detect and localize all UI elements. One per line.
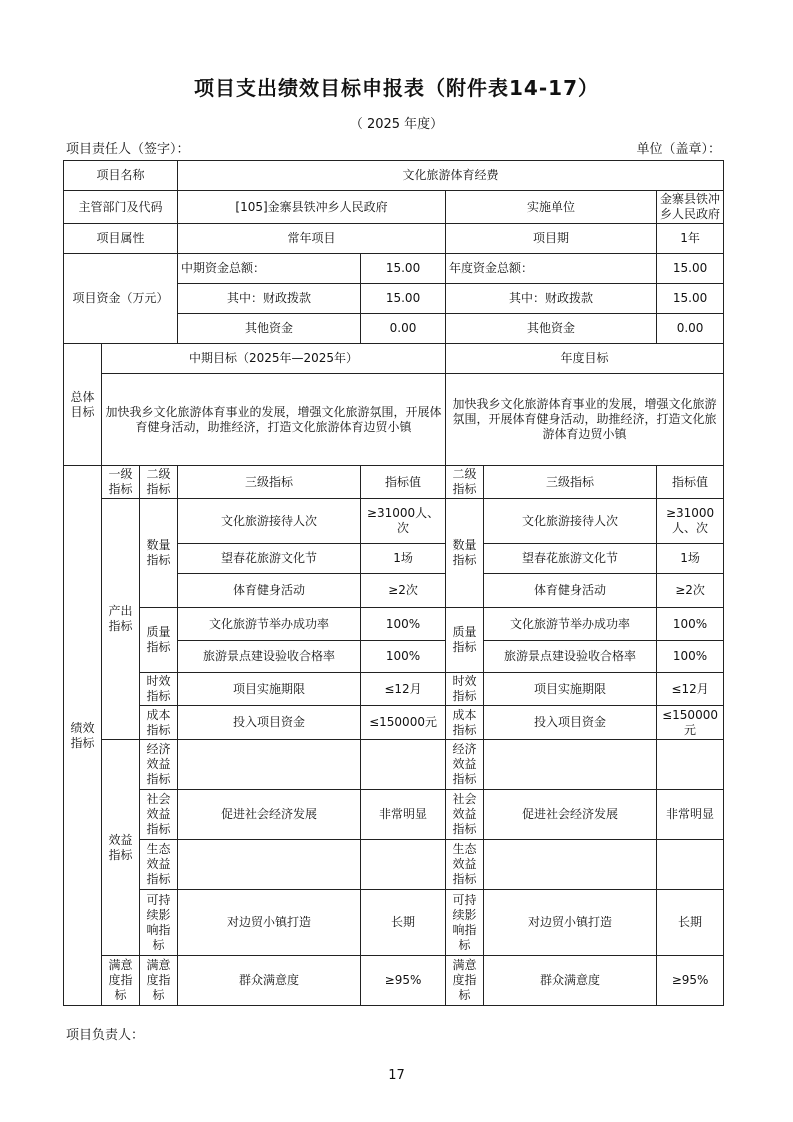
su1-name-year: 对边贸小镇打造 xyxy=(484,890,657,956)
quantity-label: 数量指标 xyxy=(140,499,178,608)
q2-name-year: 望春花旅游文化节 xyxy=(484,544,657,574)
header-value: 指标值 xyxy=(361,466,446,499)
c1-name: 投入项目资金 xyxy=(178,706,361,740)
time-label: 时效指标 xyxy=(140,673,178,706)
q2-year-value: 1场 xyxy=(657,544,724,574)
dept-label: 主管部门及代码 xyxy=(64,191,178,224)
economic-mid-value-empty xyxy=(361,740,446,790)
perf-label: 绩效指标 xyxy=(64,466,102,1006)
economic-label: 经济效益指标 xyxy=(140,740,178,790)
attr-label: 项目属性 xyxy=(64,224,178,254)
attr-value: 常年项目 xyxy=(178,224,446,254)
t1-year-value: ≤12月 xyxy=(657,673,724,706)
header-level3-year: 三级指标 xyxy=(484,466,657,499)
social-label: 社会效益指标 xyxy=(140,790,178,840)
satisfaction-l2-label: 满意度指标 xyxy=(140,956,178,1006)
benefit-label: 效益指标 xyxy=(102,740,140,956)
s1-name: 促进社会经济发展 xyxy=(178,790,361,840)
ql2-mid-value: 100% xyxy=(361,641,446,673)
period-label: 项目期 xyxy=(446,224,657,254)
page-number: 17 xyxy=(388,1068,405,1083)
mid-goal-text: 加快我乡文化旅游体育事业的发展，增强文化旅游氛围，开展体育健身活动，助推经济，打造文化旅游体育边贸小镇 xyxy=(102,374,446,466)
dept-value: [105]金寨县铁冲乡人民政府 xyxy=(178,191,446,224)
sa1-name: 群众满意度 xyxy=(178,956,361,1006)
economic-year-value-empty xyxy=(657,740,724,790)
year-fiscal-label: 其中：财政拨款 xyxy=(446,284,657,314)
cost-label: 成本指标 xyxy=(140,706,178,740)
s1-year-value: 非常明显 xyxy=(657,790,724,840)
social-label-year: 社会效益指标 xyxy=(446,790,484,840)
q2-mid-value: 1场 xyxy=(361,544,446,574)
sa1-year-value: ≥95% xyxy=(657,956,724,1006)
economic-label-year: 经济效益指标 xyxy=(446,740,484,790)
unit-label: 单位（盖章）： xyxy=(636,142,721,157)
year-line: （ 2025 年度） xyxy=(349,117,444,132)
quality-label: 质量指标 xyxy=(140,608,178,673)
mid-total-label: 中期资金总额： xyxy=(178,254,361,284)
project-leader-label: 项目负责人： xyxy=(66,1028,145,1043)
economic-name-year-empty xyxy=(484,740,657,790)
page-title: 项目支出绩效目标申报表（附件表14-17） xyxy=(194,76,599,100)
cost-label-year: 成本指标 xyxy=(446,706,484,740)
q1-name-year: 文化旅游接待人次 xyxy=(484,499,657,544)
ql2-name-year: 旅游景点建设验收合格率 xyxy=(484,641,657,673)
time-label-year: 时效指标 xyxy=(446,673,484,706)
year-goal-text: 加快我乡文化旅游体育事业的发展，增强文化旅游氛围，开展体育健身活动，助推经济，打造文化旅游体育边贸小镇 xyxy=(446,374,724,466)
q1-year-value: ≥31000人、次 xyxy=(657,499,724,544)
project-name-value: 文化旅游体育经费 xyxy=(178,161,724,191)
su1-mid-value: 长期 xyxy=(361,890,446,956)
su1-name: 对边贸小镇打造 xyxy=(178,890,361,956)
eco-year-value-empty xyxy=(657,840,724,890)
c1-name-year: 投入项目资金 xyxy=(484,706,657,740)
c1-mid-value: ≤150000元 xyxy=(361,706,446,740)
year-total-label: 年度资金总额： xyxy=(446,254,657,284)
ql1-year-value: 100% xyxy=(657,608,724,641)
q3-name-year: 体育健身活动 xyxy=(484,574,657,608)
header-level2: 二级指标 xyxy=(140,466,178,499)
year-goal-header: 年度目标 xyxy=(446,344,724,374)
project-name-label: 项目名称 xyxy=(64,161,178,191)
impl-value: 金寨县铁冲乡人民政府 xyxy=(657,191,724,224)
mid-fiscal-value: 15.00 xyxy=(361,284,446,314)
mid-fiscal-label: 其中：财政拨款 xyxy=(178,284,361,314)
overall-goal-label: 总体目标 xyxy=(64,344,102,466)
eco-name-year-empty xyxy=(484,840,657,890)
ql2-name: 旅游景点建设验收合格率 xyxy=(178,641,361,673)
output-label: 产出指标 xyxy=(102,499,140,740)
mid-goal-header: 中期目标（2025年—2025年） xyxy=(102,344,446,374)
t1-name-year: 项目实施期限 xyxy=(484,673,657,706)
mid-other-label: 其他资金 xyxy=(178,314,361,344)
year-fiscal-value: 15.00 xyxy=(657,284,724,314)
year-other-value: 0.00 xyxy=(657,314,724,344)
impl-label: 实施单位 xyxy=(446,191,657,224)
ql1-name: 文化旅游节举办成功率 xyxy=(178,608,361,641)
sustain-label-year: 可持续影响指标 xyxy=(446,890,484,956)
q1-name: 文化旅游接待人次 xyxy=(178,499,361,544)
ql1-mid-value: 100% xyxy=(361,608,446,641)
eco-label-year: 生态效益指标 xyxy=(446,840,484,890)
s1-mid-value: 非常明显 xyxy=(361,790,446,840)
quantity-label-year: 数量指标 xyxy=(446,499,484,608)
q3-name: 体育健身活动 xyxy=(178,574,361,608)
t1-mid-value: ≤12月 xyxy=(361,673,446,706)
ql1-name-year: 文化旅游节举办成功率 xyxy=(484,608,657,641)
year-total-value: 15.00 xyxy=(657,254,724,284)
c1-year-value: ≤150000元 xyxy=(657,706,724,740)
header-level1: 一级指标 xyxy=(102,466,140,499)
sa1-mid-value: ≥95% xyxy=(361,956,446,1006)
mid-total-value: 15.00 xyxy=(361,254,446,284)
header-level2-year: 二级指标 xyxy=(446,466,484,499)
header-level3: 三级指标 xyxy=(178,466,361,499)
funds-label: 项目资金（万元） xyxy=(64,254,178,344)
su1-year-value: 长期 xyxy=(657,890,724,956)
sustain-label: 可持续影响指标 xyxy=(140,890,178,956)
satisfaction-l1-label: 满意度指标 xyxy=(102,956,140,1006)
ql2-year-value: 100% xyxy=(657,641,724,673)
responsible-label: 项目责任人（签字）： xyxy=(66,142,190,157)
year-other-label: 其他资金 xyxy=(446,314,657,344)
eco-name-empty xyxy=(178,840,361,890)
sa1-name-year: 群众满意度 xyxy=(484,956,657,1006)
satisfaction-l2-label-year: 满意度指标 xyxy=(446,956,484,1006)
economic-name-empty xyxy=(178,740,361,790)
eco-mid-value-empty xyxy=(361,840,446,890)
period-value: 1年 xyxy=(657,224,724,254)
q3-mid-value: ≥2次 xyxy=(361,574,446,608)
header-value-year: 指标值 xyxy=(657,466,724,499)
eco-label: 生态效益指标 xyxy=(140,840,178,890)
s1-name-year: 促进社会经济发展 xyxy=(484,790,657,840)
mid-other-value: 0.00 xyxy=(361,314,446,344)
performance-form-table xyxy=(63,160,724,1006)
quality-label-year: 质量指标 xyxy=(446,608,484,673)
q2-name: 望春花旅游文化节 xyxy=(178,544,361,574)
q3-year-value: ≥2次 xyxy=(657,574,724,608)
q1-mid-value: ≥31000人、次 xyxy=(361,499,446,544)
t1-name: 项目实施期限 xyxy=(178,673,361,706)
